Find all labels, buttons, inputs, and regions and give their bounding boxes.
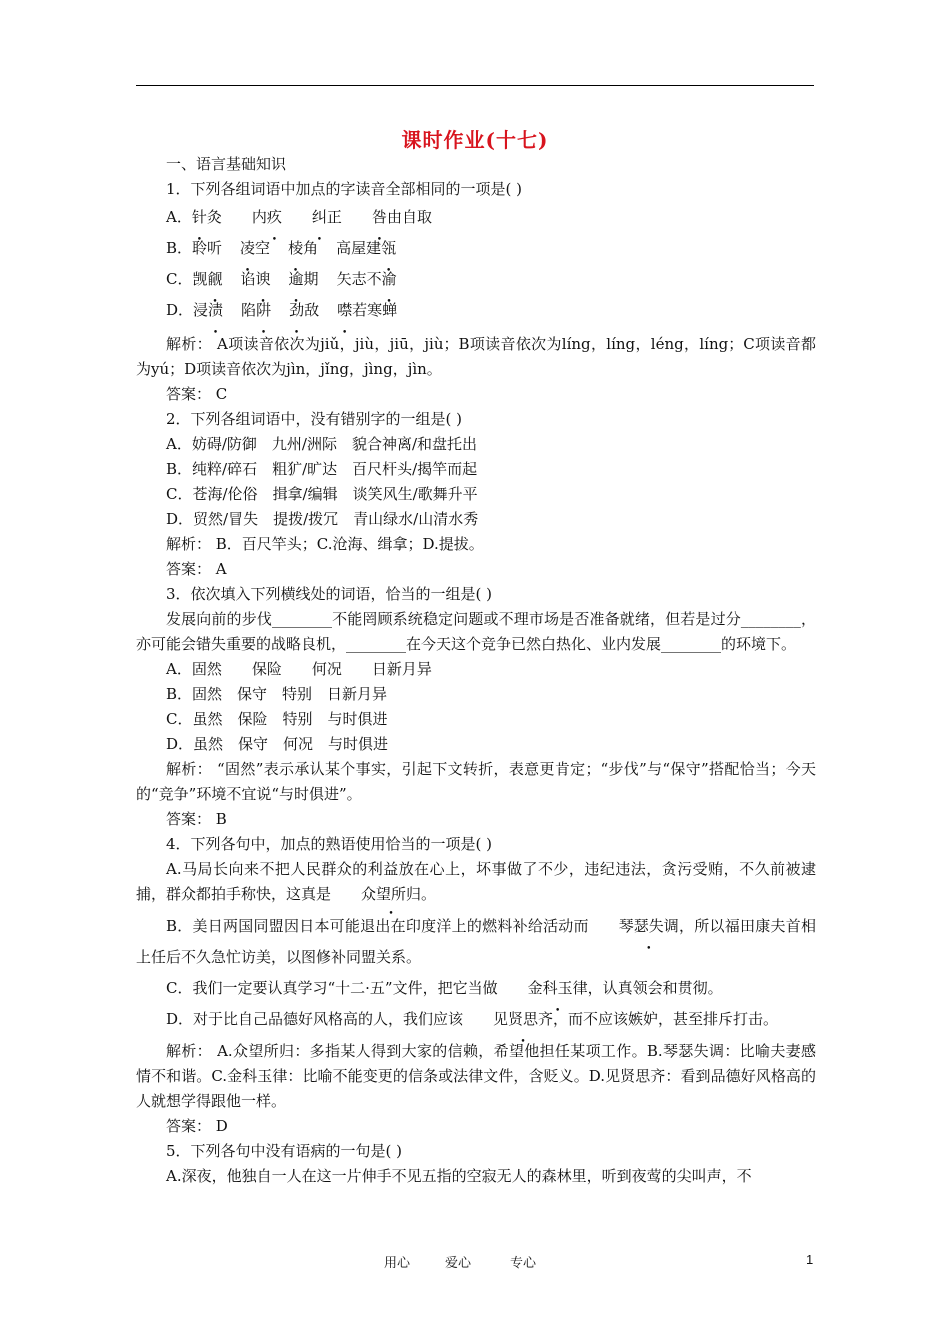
q1-analysis: 解析： A项读音依次为jiǔ，jiù，jiū，jiù；B项读音依次为líng，líng，léng，líng；C项读音都为yú；D项读音依次为jìn，jǐng，jìng，jìn。 — [136, 335, 816, 378]
document-body — [136, 152, 816, 1189]
q4-option-a: A.马局长向来不把人民群众的利益放在心上，坏事做了不少，违纪违法，贪污受贿，不久前被逮捕，群众都拍手称快，这真是 众望所归。 — [136, 860, 816, 903]
q1-option-b: B．聆听 凌空 棱角 高屋建瓴 — [166, 239, 397, 257]
page-title: 课时作业(十七) — [401, 128, 549, 152]
q5-option-a: A.深夜，他独自一人在这一片伸手不见五指的空寂无人的森林里，听到夜莺的尖叫声，不 — [166, 1167, 752, 1185]
q3-option-c: C．虽然 保险 特别 与时俱进 — [166, 710, 388, 728]
footer-text-1: 用心 — [384, 1256, 411, 1271]
q4-option-c: C．我们一定要认真学习“十二·五”文件，把它当做 金科玉律，认真领会和贯彻。 — [166, 979, 723, 997]
q2-stem: 2．下列各组词语中，没有错别字的一组是( ) — [166, 410, 463, 428]
q4-option-b: B．美日两国同盟因日本可能退出在印度洋上的燃料补给活动而 琴瑟失调，所以福田康夫首相上任后不久急忙访美，以图修补同盟关系。 — [136, 917, 816, 966]
q3-stem: 3．依次填入下列横线处的词语，恰当的一组是( ) — [166, 585, 493, 603]
q1-answer: 答案： C — [166, 385, 228, 403]
section-heading: 一、语言基础知识 — [166, 155, 287, 173]
q4-answer: 答案： D — [166, 1117, 228, 1135]
q3-analysis: 解析： “固然”表示承认某个事实，引起下文转折，表意更肯定；“步伐”与“保守”搭配恰当；今天的“竞争”环境不宜说“与时俱进”。 — [136, 760, 816, 803]
footer-text-2: 爱心 — [445, 1256, 472, 1271]
q3-answer: 答案： B — [166, 810, 227, 828]
q5-stem: 5．下列各句中没有语病的一句是( ) — [166, 1142, 403, 1160]
q1-option-c: C．觊觎 谄谀 逾期 矢志不渝 — [166, 270, 397, 288]
q4-option-d: D．对于比自己品德好风格高的人，我们应该 见贤思齐，而不应该嫉妒，甚至排斥打击。 — [166, 1010, 779, 1028]
q2-answer: 答案： A — [166, 560, 227, 578]
q1-stem: 1．下列各组词语中加点的字读音全部相同的一项是( ) — [166, 180, 523, 198]
q4-analysis: 解析： A.众望所归：多指某人得到大家的信赖，希望他担任某项工作。B.琴瑟失调：比喻夫妻感情不和谐。C.金科玉律：比喻不能变更的信条或法律文件，含贬义。D.见贤思齐：看到品德好风格高的人就想学得跟他一样。 — [136, 1042, 816, 1110]
footer-text-3: 专心 — [510, 1256, 537, 1271]
q3-option-a: A．固然 保险 何况 日新月异 — [166, 660, 432, 678]
page-number: 1 — [806, 1252, 814, 1267]
q2-option-c: C．苍海/伦俗 揖拿/编辑 谈笑风生/歌舞升平 — [166, 485, 478, 503]
q2-option-d: D．贸然/冒失 提拨/拨冗 青山绿水/山清水秀 — [166, 510, 479, 528]
q3-passage: 发展向前的步伐________不能罔顾系统稳定问题或不理市场是否准备就绪，但若是过分________，亦可能会错失重要的战略良机，________在今天这个竞争已然白热化、业内发展________的环境下。 — [136, 610, 816, 653]
q2-option-a: A．妨碍/防御 九州/洲际 貌合神离/和盘托出 — [166, 435, 477, 453]
q3-option-b: B．固然 保守 特别 日新月异 — [166, 685, 388, 703]
q2-option-b: B．纯粹/碎石 粗犷/旷达 百尺杆头/揭竿而起 — [166, 460, 478, 478]
q1-option-a: A．针灸 内疚 纠正 咎由自取 — [166, 208, 432, 226]
header-rule — [136, 85, 814, 86]
q3-option-d: D．虽然 保守 何况 与时俱进 — [166, 735, 389, 753]
q1-option-d: D．浸渍 陷阱 劲敌 噤若寒蝉 — [166, 301, 398, 319]
q2-analysis: 解析： B．百尺竿头；C.沧海、缉拿；D.提拔。 — [166, 535, 484, 553]
q4-stem: 4．下列各句中，加点的熟语使用恰当的一项是( ) — [166, 835, 493, 853]
